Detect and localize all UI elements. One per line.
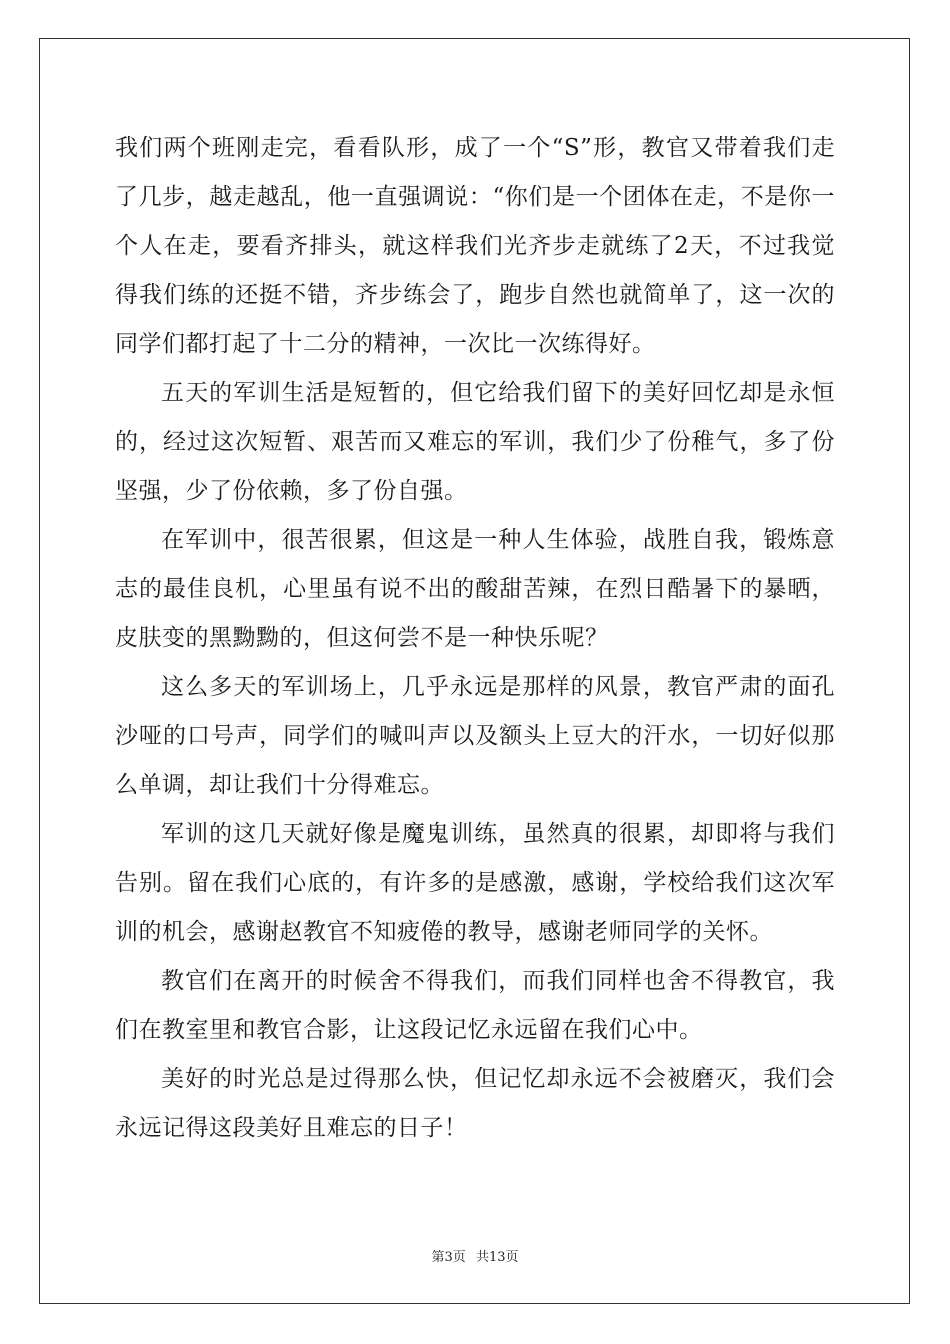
paragraph-3: 在军训中，很苦很累，但这是一种人生体验，战胜自我，锻炼意志的最佳良机，心里虽有说不出的酸甜苦辣，在烈日酷暑下的暴晒，皮肤变的黑黝黝的，但这何尝不是一种快乐呢？ bbox=[115, 527, 835, 651]
paragraph-6: 教官们在离开的时候舍不得我们，而我们同样也舍不得教官，我们在教室里和教官合影，让这段记忆永远留在我们心中。 bbox=[115, 968, 835, 1043]
paragraph-4: 这么多天的军训场上，几乎永远是那样的风景，教官严肃的面孔沙哑的口号声，同学们的喊叫声以及额头上豆大的汗水，一切好似那么单调，却让我们十分得难忘。 bbox=[115, 674, 835, 798]
paragraph-2: 五天的军训生活是短暂的，但它给我们留下的美好回忆却是永恒的，经过这次短暂、艰苦而又难忘的军训，我们少了份稚气，多了份坚强，少了份依赖，多了份自强。 bbox=[115, 380, 835, 504]
page-number: 第3页 bbox=[431, 1250, 466, 1265]
paragraph-5: 军训的这几天就好像是魔鬼训练，虽然真的很累，却即将与我们告别。留在我们心底的，有许多的是感激，感谢，学校给我们这次军训的机会，感谢赵教官不知疲倦的教导，感谢老师同学的关怀。 bbox=[115, 821, 835, 945]
paragraph-7: 美好的时光总是过得那么快，但记忆却永远不会被磨灭，我们会永远记得这段美好且难忘的日子！ bbox=[115, 1066, 835, 1141]
paragraph-1: 我们两个班刚走完，看看队形，成了一个“S”形，教官又带着我们走了几步，越走越乱，他一直强调说：“你们是一个团体在走，不是你一个人在走，要看齐排头，就这样我们光齐步走就练了2天，不过我觉得我们练的还挺不错，齐步练会了，跑步自然也就简单了，这一次的同学们都打起了十二分的精神，一次比一次练得好。 bbox=[115, 135, 835, 357]
document-body bbox=[115, 124, 835, 1153]
page-footer bbox=[0, 1246, 950, 1265]
page-total: 共13页 bbox=[475, 1250, 519, 1265]
